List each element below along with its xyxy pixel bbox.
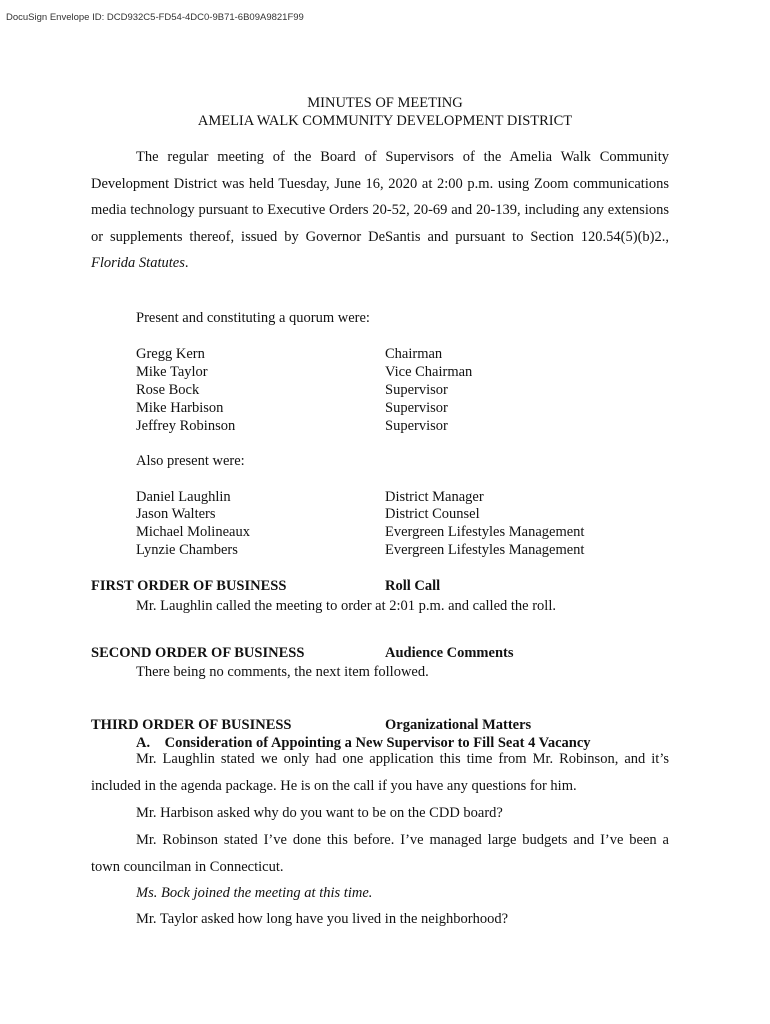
attendee-role: Supervisor — [385, 382, 448, 398]
minutes-paragraph: Mr. Laughlin stated we only had one application this time from Mr. Robinson, and it’s included in the agenda package. He is on the call if you have any questions for him. — [91, 751, 669, 794]
third-order-topic: Organizational Matters — [385, 717, 532, 733]
attendee-name: Gregg Kern — [136, 346, 205, 362]
attendee-name: Mike Harbison — [136, 400, 224, 416]
attendee-name: Lynzie Chambers — [136, 542, 238, 558]
attendee-role: Supervisor — [385, 400, 448, 416]
intro-end: . — [184, 255, 189, 272]
intro-text: The regular meeting of the Board of Supervisors of the Amelia Walk Community Development District was held Tuesday, June 16, 2020 at 2:00 p.m. using Zoom communications media technology pursuant to Executive Orders 20-52, 20-69 and 20-139, including any extensions or supplements thereof, issued by Governor DeSantis and pursuant to Section 120.54(5)(b)2., — [91, 149, 669, 245]
first-order-text: Mr. Laughlin called the meeting to order at 2:01 p.m. and called the roll. — [136, 598, 556, 614]
attendee-name: Michael Molineaux — [136, 524, 250, 540]
first-order-topic: Roll Call — [385, 578, 441, 594]
attendee-role: Vice Chairman — [385, 364, 473, 380]
document-title: MINUTES OF MEETING — [307, 95, 463, 111]
second-order-topic: Audience Comments — [385, 645, 514, 661]
district-name: AMELIA WALK COMMUNITY DEVELOPMENT DISTRICT — [197, 113, 573, 129]
minutes-paragraph: Mr. Taylor asked how long have you lived in the neighborhood? — [136, 911, 509, 927]
intro-italic: Florida Statutes — [91, 255, 185, 272]
attendee-role: Evergreen Lifestyles Management — [385, 524, 585, 540]
attendee-role: Evergreen Lifestyles Management — [385, 542, 585, 558]
second-order-heading: SECOND ORDER OF BUSINESS — [91, 645, 305, 661]
attendee-role: Chairman — [385, 346, 443, 362]
third-order-heading: THIRD ORDER OF BUSINESS — [91, 717, 292, 733]
attendee-role: Supervisor — [385, 418, 448, 434]
attendee-name: Rose Bock — [136, 382, 200, 398]
attendee-name: Mike Taylor — [136, 364, 208, 380]
attendee-name: Jason Walters — [136, 506, 216, 522]
attendee-name: Jeffrey Robinson — [136, 418, 236, 434]
attendee-role: District Manager — [385, 489, 484, 505]
quorum-label: Present and constituting a quorum were: — [136, 310, 370, 326]
minutes-paragraph: Mr. Harbison asked why do you want to be on the CDD board? — [136, 805, 503, 821]
first-order-heading: FIRST ORDER OF BUSINESS — [91, 578, 287, 594]
intro-paragraph — [91, 144, 669, 277]
second-order-text: There being no comments, the next item followed. — [136, 664, 429, 680]
docusign-envelope-id: DocuSign Envelope ID: DCD932C5-FD54-4DC0-9B71-6B09A9821F99 — [6, 12, 304, 23]
attendee-name: Daniel Laughlin — [136, 489, 231, 505]
minutes-paragraph: Mr. Robinson stated I’ve done this before. I’ve managed large budgets and I’ve been a town councilman in Connecticut. — [91, 832, 669, 875]
third-order-subitem: A. Consideration of Appointing a New Supervisor to Fill Seat 4 Vacancy — [136, 735, 591, 751]
attendee-role: District Counsel — [385, 506, 480, 522]
minutes-note: Ms. Bock joined the meeting at this time. — [136, 885, 373, 901]
also-present-label: Also present were: — [136, 453, 245, 469]
